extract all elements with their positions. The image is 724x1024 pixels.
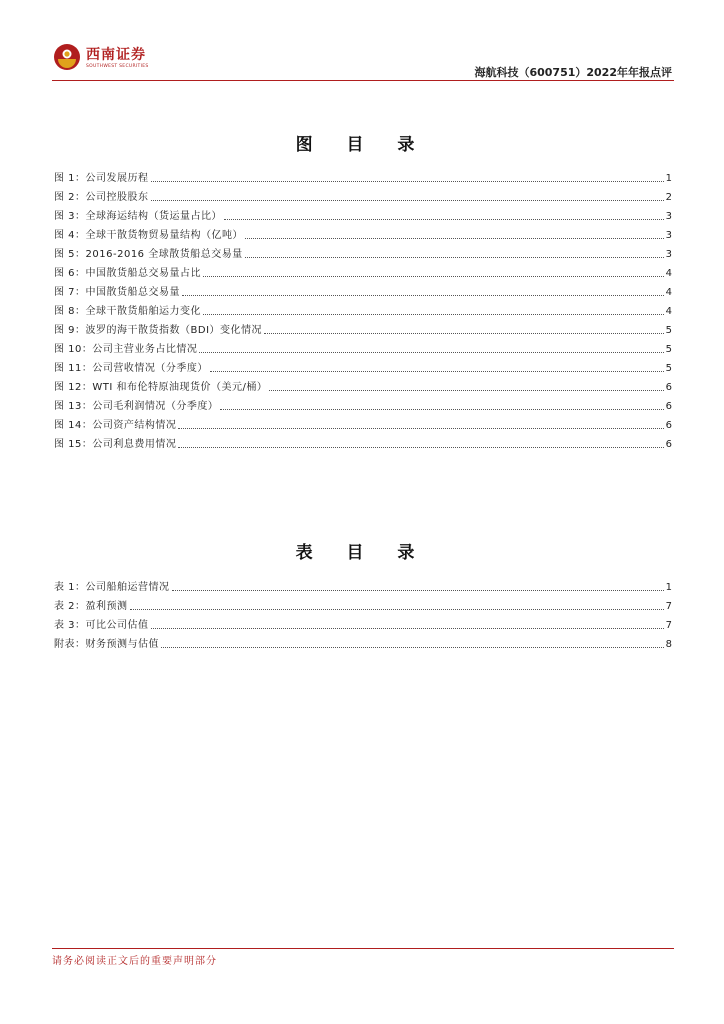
toc-entry-label: 图 2：公司控股股东	[54, 192, 149, 203]
toc-entry[interactable]	[54, 594, 672, 613]
footer-divider	[52, 948, 674, 949]
toc-entry[interactable]	[54, 185, 672, 204]
figures-toc-title: 图 目 录	[295, 135, 429, 155]
toc-entry-page: 2	[665, 192, 672, 203]
tables-toc-title: 表 目 录	[295, 543, 429, 563]
toc-entry-label: 表 3：可比公司估值	[54, 620, 149, 631]
toc-entry[interactable]	[54, 575, 672, 594]
toc-leader-dots	[203, 313, 664, 315]
toc-entry-page: 7	[665, 620, 672, 631]
toc-entry-page: 3	[665, 230, 672, 241]
toc-leader-dots	[151, 180, 664, 182]
toc-entry[interactable]	[54, 261, 672, 280]
toc-entry[interactable]	[54, 318, 672, 337]
toc-entry-label: 图 8：全球干散货船舶运力变化	[54, 306, 202, 317]
toc-leader-dots	[203, 275, 664, 277]
toc-leader-dots	[172, 589, 664, 591]
logo-english-name: SOUTHWEST SECURITIES	[86, 64, 149, 69]
toc-entry-page: 6	[665, 439, 672, 450]
toc-entry-page: 6	[665, 420, 672, 431]
toc-entry-page: 4	[665, 268, 672, 279]
toc-entry-label: 附表：财务预测与估值	[54, 639, 159, 650]
toc-entry-label: 图 3：全球海运结构（货运量占比）	[54, 211, 223, 222]
toc-leader-dots	[161, 646, 664, 648]
toc-leader-dots	[245, 237, 664, 239]
toc-entry-page: 3	[665, 249, 672, 260]
toc-entry-label: 图 4：全球干散货物贸易量结构（亿吨）	[54, 230, 244, 241]
company-logo	[52, 42, 152, 74]
toc-entry[interactable]	[54, 204, 672, 223]
toc-entry-label: 图 14：公司资产结构情况	[54, 420, 177, 431]
logo-emblem-icon	[52, 42, 82, 72]
toc-entry[interactable]	[54, 613, 672, 632]
toc-entry[interactable]	[54, 375, 672, 394]
toc-leader-dots	[199, 351, 663, 353]
logo-chinese-name: 西南证券	[86, 47, 146, 63]
toc-leader-dots	[178, 446, 663, 448]
report-title: 海航科技（600751）2022年年报点评	[474, 66, 672, 79]
toc-leader-dots	[245, 256, 664, 258]
toc-entry-page: 8	[665, 639, 672, 650]
toc-leader-dots	[130, 608, 664, 610]
toc-entry-page: 5	[665, 344, 672, 355]
toc-entry-page: 6	[665, 401, 672, 412]
toc-entry-page: 1	[665, 173, 672, 184]
toc-leader-dots	[210, 370, 664, 372]
toc-entry-label: 图 10：公司主营业务占比情况	[54, 344, 198, 355]
page-header	[0, 0, 724, 80]
toc-entry-page: 6	[665, 382, 672, 393]
toc-entry-page: 4	[665, 287, 672, 298]
toc-leader-dots	[182, 294, 664, 296]
toc-leader-dots	[151, 627, 664, 629]
toc-entry-label: 图 9：波罗的海干散货指数（BDI）变化情况	[54, 325, 263, 336]
toc-entry[interactable]	[54, 432, 672, 451]
toc-entry-label: 图 1：公司发展历程	[54, 173, 149, 184]
toc-leader-dots	[178, 427, 663, 429]
toc-entry-page: 1	[665, 582, 672, 593]
toc-entry-label: 图 7：中国散货船总交易量	[54, 287, 181, 298]
toc-entry[interactable]	[54, 280, 672, 299]
tables-toc-list	[54, 575, 672, 651]
toc-entry-label: 图 6：中国散货船总交易量占比	[54, 268, 202, 279]
toc-entry[interactable]	[54, 337, 672, 356]
toc-leader-dots	[220, 408, 663, 410]
toc-entry-label: 图 5：2016-2016 全球散货船总交易量	[54, 249, 243, 260]
toc-entry-label: 图 11：公司营收情况（分季度）	[54, 363, 208, 374]
footer-disclaimer: 请务必阅读正文后的重要声明部分	[52, 956, 217, 967]
toc-entry-label: 图 13：公司毛利润情况（分季度）	[54, 401, 219, 412]
toc-entry-page: 7	[665, 601, 672, 612]
toc-entry[interactable]	[54, 356, 672, 375]
toc-leader-dots	[269, 389, 663, 391]
toc-entry[interactable]	[54, 223, 672, 242]
toc-leader-dots	[264, 332, 664, 334]
header-divider	[52, 80, 674, 81]
toc-entry[interactable]	[54, 299, 672, 318]
toc-entry[interactable]	[54, 242, 672, 261]
toc-entry-page: 5	[665, 325, 672, 336]
toc-entry[interactable]	[54, 394, 672, 413]
toc-entry[interactable]	[54, 632, 672, 651]
toc-entry[interactable]	[54, 166, 672, 185]
toc-entry[interactable]	[54, 413, 672, 432]
toc-entry-page: 5	[665, 363, 672, 374]
toc-leader-dots	[151, 199, 664, 201]
toc-entry-page: 4	[665, 306, 672, 317]
figures-toc-list	[54, 166, 672, 451]
toc-entry-label: 图 12：WTI 和布伦特原油现货价（美元/桶）	[54, 382, 268, 393]
toc-leader-dots	[224, 218, 664, 220]
toc-entry-label: 表 2：盈利预测	[54, 601, 128, 612]
toc-entry-label: 图 15：公司利息费用情况	[54, 439, 177, 450]
toc-entry-label: 表 1：公司船舶运营情况	[54, 582, 170, 593]
toc-entry-page: 3	[665, 211, 672, 222]
